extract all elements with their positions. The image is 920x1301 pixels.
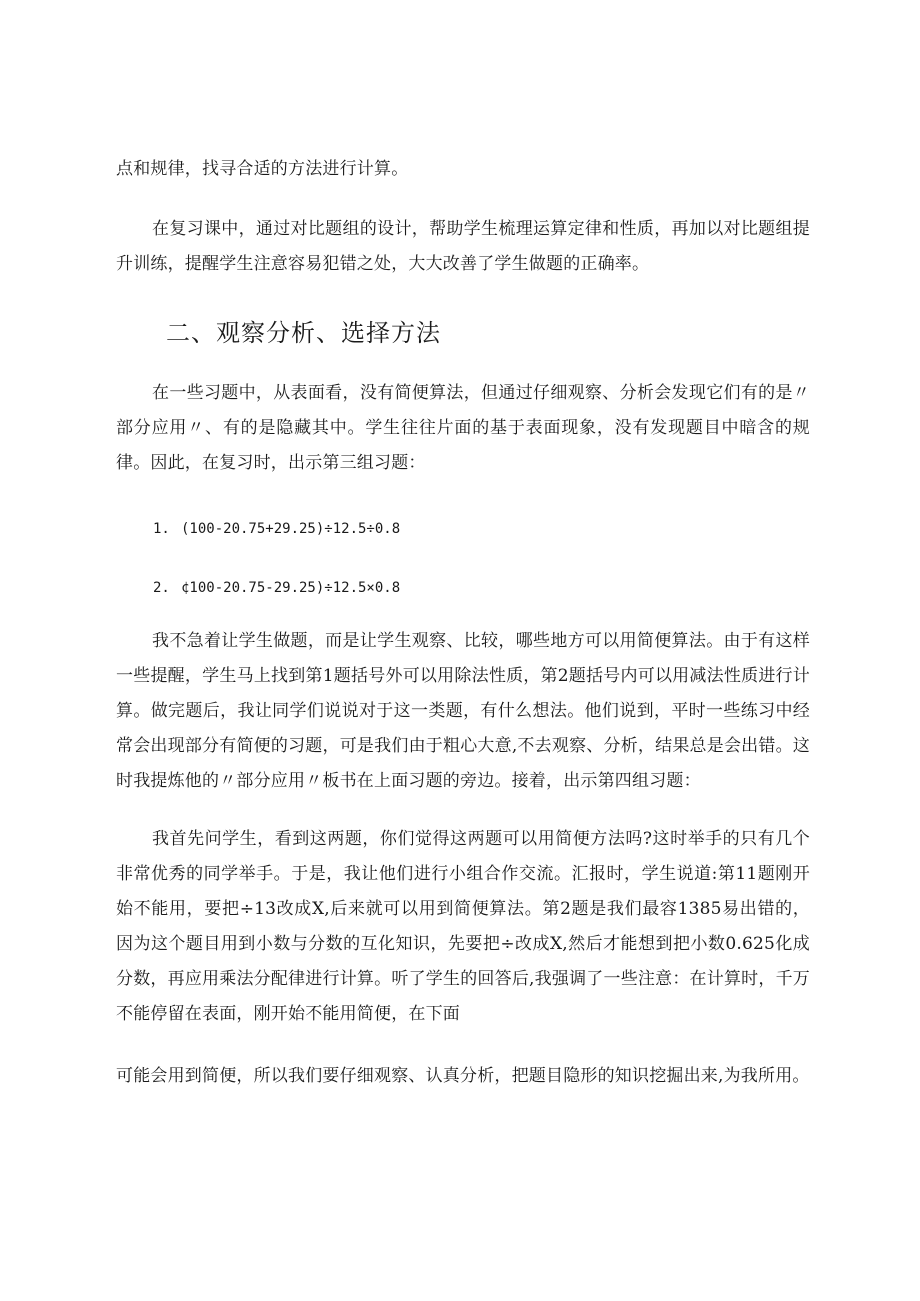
exercise-2-expression: ¢100-20.75-29.25)÷12.5×0.8 (181, 580, 401, 596)
exercise-1 (153, 517, 400, 541)
paragraph-6: 可能会用到简便，所以我们要仔细观察、认真分析，把题目隐形的知识挖掘出来,为我所用。 (116, 1066, 810, 1086)
exercise-1-number: 1. (153, 521, 170, 537)
paragraph-1: 点和规律，找寻合适的方法进行计算。 (116, 159, 409, 179)
paragraph-3: 在一些习题中，从表面看，没有简便算法，但通过仔细观察、分析会发现它们有的是〃部分应用〃、有的是隐藏其中。学生往往片面的基于表面现象，没有发现题目中暗含的规律。因此，在复习时，出示第三组习题： (116, 383, 810, 473)
exercise-2-number: 2. (153, 580, 170, 596)
paragraph-5: 我首先问学生，看到这两题，你们觉得这两题可以用简便方法吗?这时举手的只有几个非常优秀的同学举手。于是，我让他们进行小组合作交流。汇报时，学生说道:第11题刚开始不能用，要把÷13改成X,后来就可以用到简便算法。第2题是我们最容1385易出错的，因为这个题目用到小数与分数的互化知识，先要把÷改成X,然后才能想到把小数0.625化成分数，再应用乘法分配律进行计算。听了学生的回答后,我强调了一些注意：在计算时，千万不能停留在表面，刚开始不能用简便，在下面 (116, 829, 810, 1024)
section-heading: 二、观察分析、选择方法 (166, 319, 441, 347)
paragraph-2: 在复习课中，通过对比题组的设计，帮助学生梳理运算定律和性质，再加以对比题组提升训练，提醒学生注意容易犯错之处，大大改善了学生做题的正确率。 (116, 219, 810, 274)
exercise-2 (153, 576, 400, 600)
exercise-1-expression: (100-20.75+29.25)÷12.5÷0.8 (181, 521, 401, 537)
paragraph-4: 我不急着让学生做题，而是让学生观察、比较，哪些地方可以用简便算法。由于有这样一些提醒，学生马上找到第1题括号外可以用除法性质，第2题括号内可以用减法性质进行计算。做完题后，我让同学们说说对于这一类题，有什么想法。他们说到，平时一些练习中经常会出现部分有简便的习题，可是我们由于粗心大意,不去观察、分析，结果总是会出错。这时我提炼他的〃部分应用〃板书在上面习题的旁边。接着，出示第四组习题： (116, 631, 810, 791)
